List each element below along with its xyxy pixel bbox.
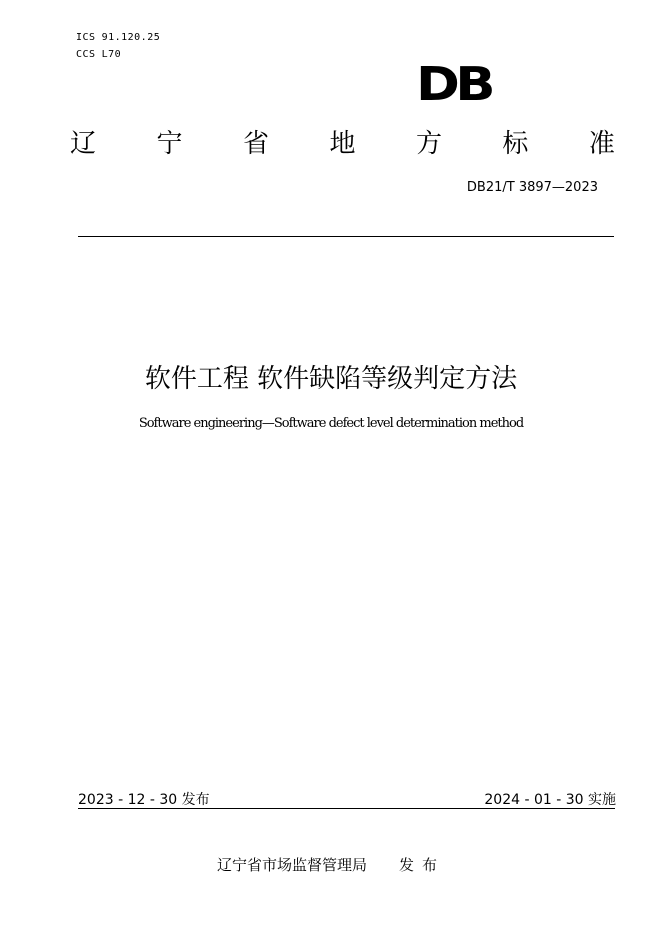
implementation-date: 2024 - 01 - 30 实施 <box>484 792 616 808</box>
footer-divider <box>78 808 615 809</box>
ccs-code: L70 <box>101 49 122 60</box>
ics-label: ICS <box>76 32 96 43</box>
issuer-line <box>0 854 662 875</box>
ccs-classification <box>76 49 121 60</box>
issuer-verb: 发布 <box>399 856 446 874</box>
standard-type-char: 宁 <box>156 129 183 159</box>
standard-type-char: 地 <box>329 129 356 159</box>
ics-code: 91.120.25 <box>101 32 161 43</box>
issue-date: 2023 - 12 - 30 发布 <box>78 792 210 808</box>
document-title: 软件工程 软件缺陷等级判定方法 <box>144 364 518 394</box>
standard-type-char: 方 <box>415 129 442 159</box>
ics-classification <box>76 32 160 43</box>
document-title-english: Software engineering—Software defect level determination method <box>138 416 524 431</box>
db-logo: DB <box>416 57 492 111</box>
standard-type-char: 省 <box>242 129 269 159</box>
standard-type-heading <box>70 126 615 162</box>
issuer-org: 辽宁省市场监督管理局 <box>216 856 367 874</box>
standard-type-char: 准 <box>588 129 615 159</box>
standard-number: DB21/T 3897—2023 <box>466 180 598 195</box>
standard-type-char: 辽 <box>70 129 97 159</box>
header-divider <box>78 236 614 237</box>
ccs-label: CCS <box>76 49 96 60</box>
standard-type-char: 标 <box>502 129 529 159</box>
